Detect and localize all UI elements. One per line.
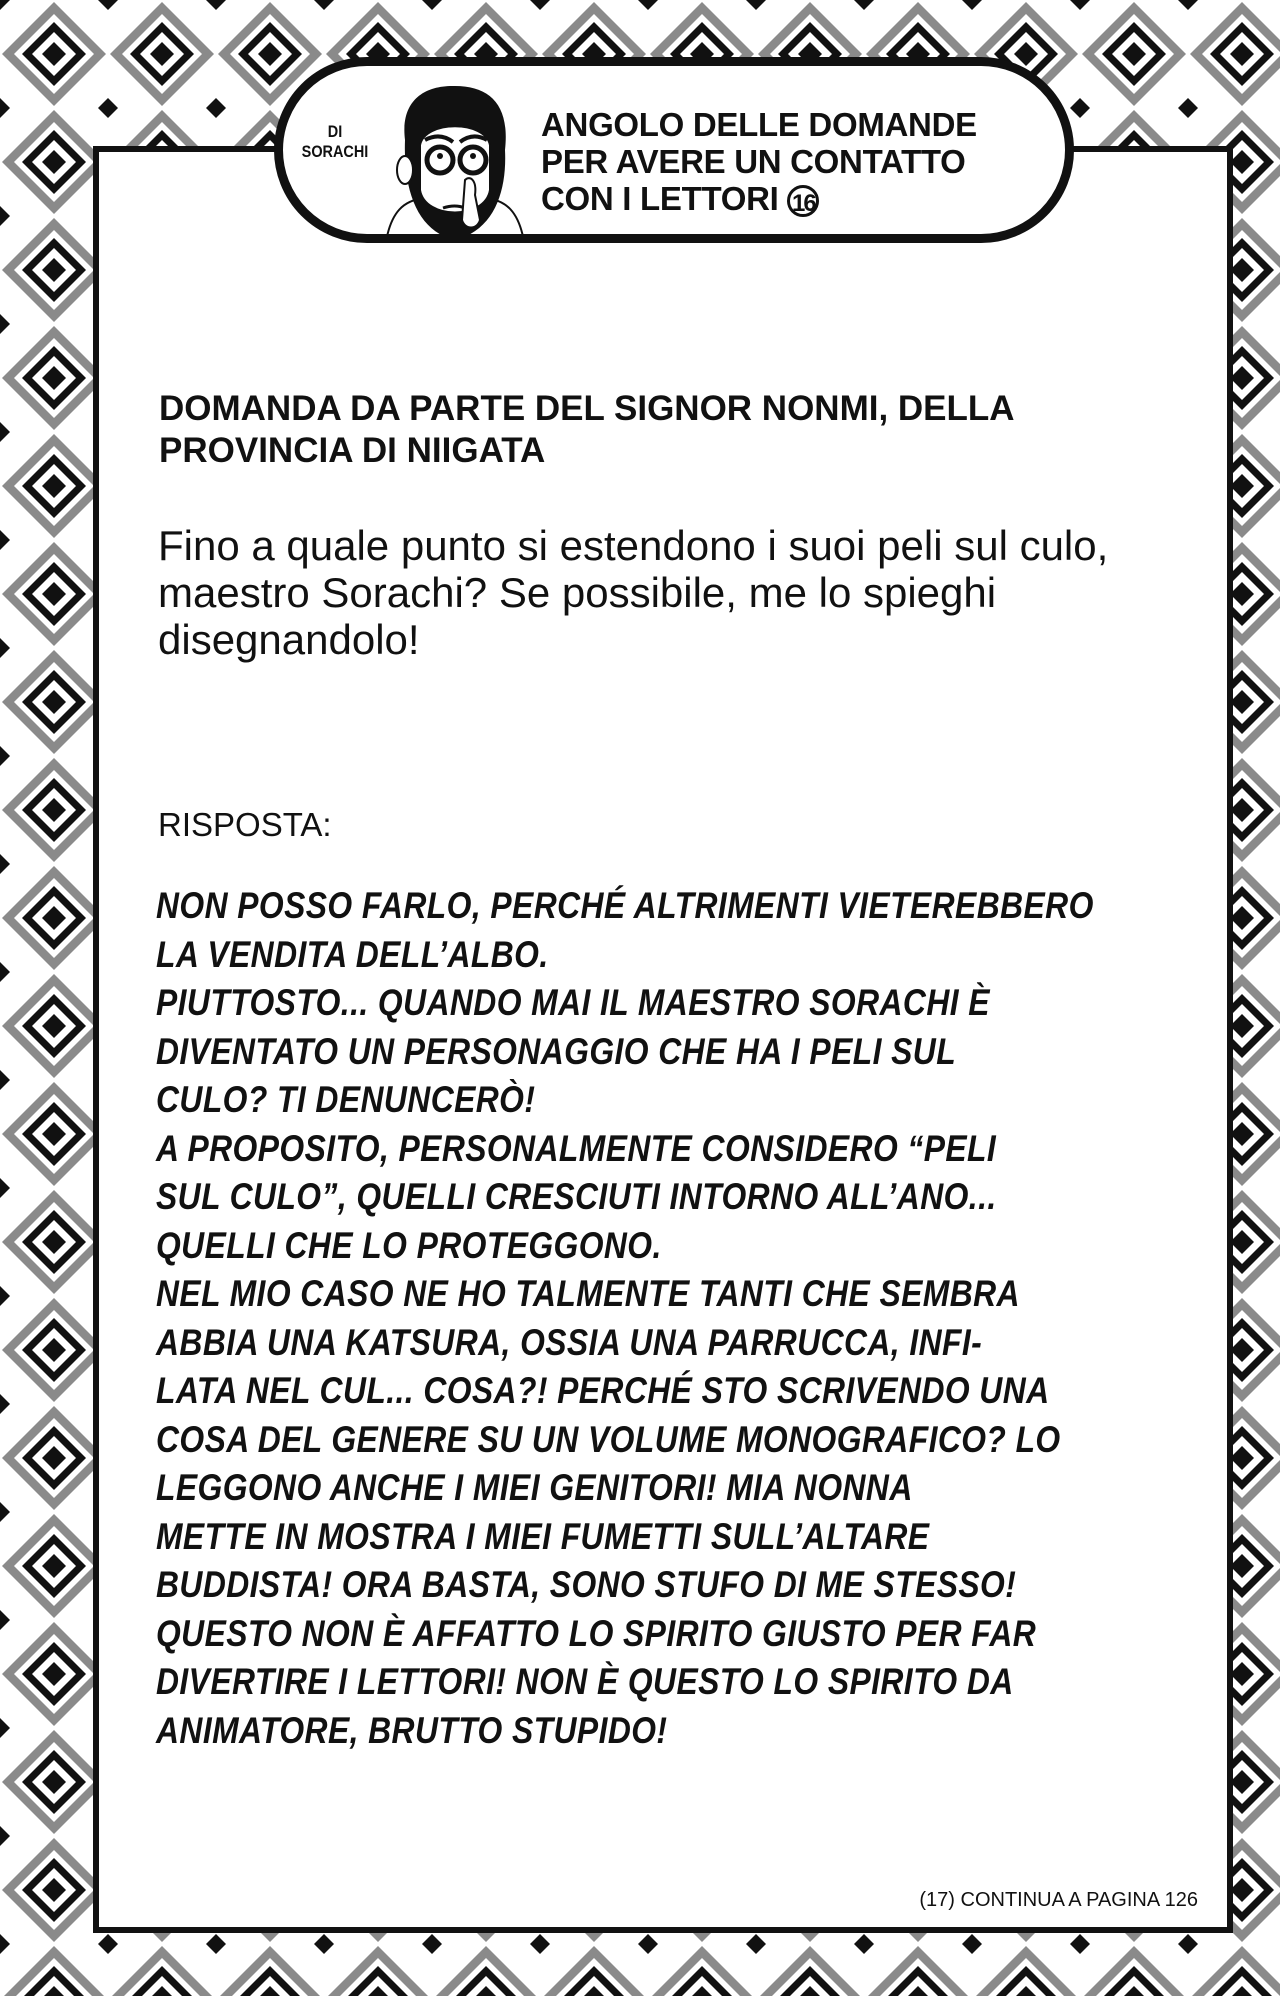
answer-line: QUESTO NON È AFFATTO LO SPIRITO GIUSTO PER FAR	[156, 1612, 1037, 1654]
answer-line: QUELLI CHE LO PROTEGGONO.	[156, 1224, 662, 1266]
answer-line: ANIMATORE, BRUTTO STUPIDO!	[156, 1709, 668, 1751]
answer-line: LEGGONO ANCHE I MIEI GENITORI! MIA NONNA	[156, 1467, 913, 1508]
title-line: ANGOLO DELLE DOMANDE	[541, 106, 977, 143]
header-banner	[274, 57, 1074, 243]
answer-line: DIVENTATO UN PERSONAGGIO CHE HA I PELI SUL	[156, 1030, 957, 1072]
answer-line: SUL CULO”, QUELLI CRESCIUTI INTORNO ALL’ANO...	[156, 1176, 997, 1217]
answer-line: BUDDISTA! ORA BASTA, SONO STUFO DI ME STESSO!	[156, 1564, 1017, 1605]
answer-line: NEL MIO CASO NE HO TALMENTE TANTI CHE SEMBRA	[156, 1273, 1020, 1314]
byline-di: DI	[327, 122, 343, 141]
answer-line: CULO? TI DENUNCERÒ!	[156, 1079, 536, 1120]
answer-line: A PROPOSITO, PERSONALMENTE CONSIDERO “PELI	[156, 1127, 997, 1169]
title-line: CON I LETTORI	[541, 180, 779, 217]
answer-line: METTE IN MOSTRA I MIEI FUMETTI SULL’ALTARE	[156, 1515, 930, 1557]
answer-line: LA VENDITA DELL’ALBO.	[156, 933, 549, 975]
answer-label: RISPOSTA:	[158, 806, 332, 843]
answer-line: PIUTTOSTO... QUANDO MAI IL MAESTRO SORACHI È	[156, 982, 990, 1023]
episode-number-badge: 16	[787, 185, 819, 217]
answer-line: LATA NEL CUL... COSA?! PERCHÉ STO SCRIVENDO UNA	[156, 1370, 1050, 1411]
answer-line: ABBIA UNA KATSURA, OSSIA UNA PARRUCCA, INFI-	[156, 1321, 983, 1363]
answer-line: NON POSSO FARLO, PERCHÉ ALTRIMENTI VIETEREBBERO	[156, 885, 1094, 926]
title-line: PER AVERE UN CONTATTO	[541, 143, 966, 180]
question-text: Fino a quale punto si estendono i suoi peli sul culo, maestro Sorachi? Se possibile, me lo spieghi disegnandolo!	[158, 522, 1109, 663]
byline-name: SORACHI	[301, 142, 369, 161]
question-heading: DOMANDA DA PARTE DEL SIGNOR NONMI, DELLA PROVINCIA DI NIIGATA	[159, 389, 1014, 470]
column-title	[541, 106, 977, 217]
answer-line: COSA DEL GENERE SU UN VOLUME MONOGRAFICO? LO	[156, 1418, 1061, 1460]
answer-line: DIVERTIRE I LETTORI! NON È QUESTO LO SPIRITO DA	[156, 1661, 1014, 1702]
author-gorilla-portrait-icon	[365, 80, 545, 243]
author-byline	[301, 122, 369, 162]
continued-on-page-note: (17) CONTINUA A PAGINA 126	[919, 1889, 1198, 1911]
answer-text	[156, 882, 1216, 1755]
